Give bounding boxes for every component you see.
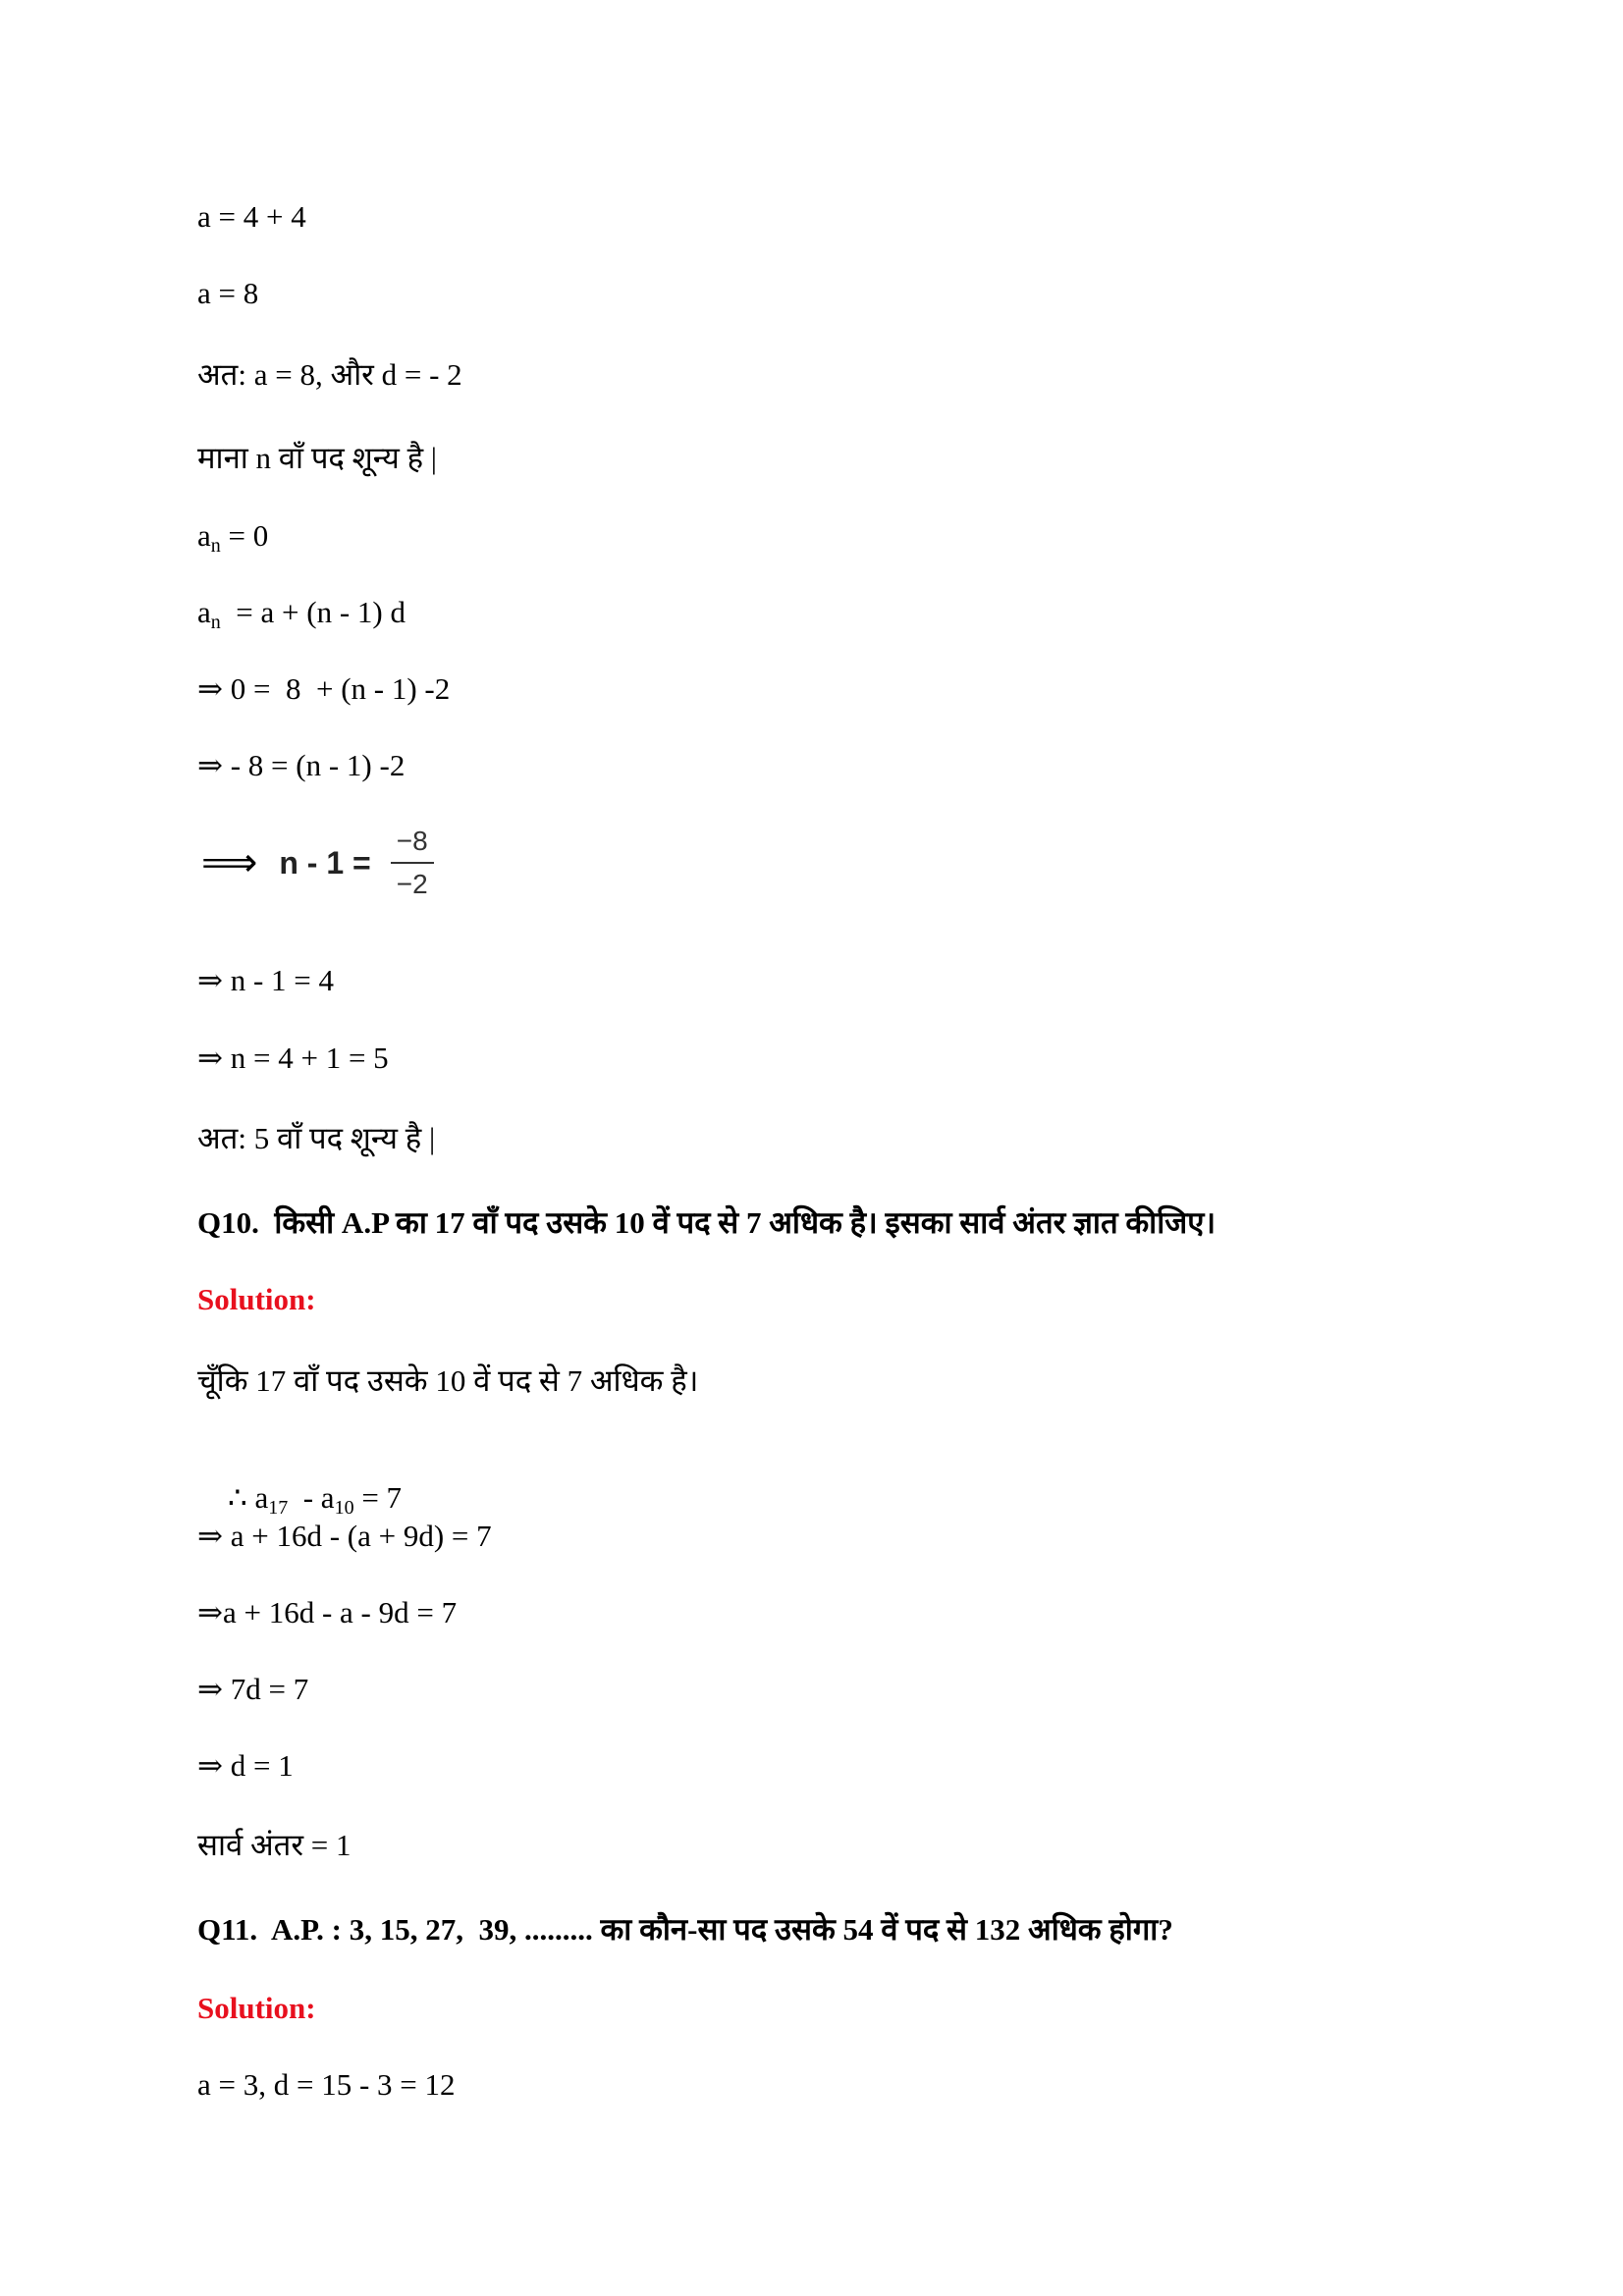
solution-label: Solution: bbox=[197, 1991, 316, 2025]
equation-line: ⇒ - 8 = (n - 1) -2 bbox=[197, 748, 406, 782]
equation-line: ⇒ 7d = 7 bbox=[197, 1672, 309, 1706]
numerator: −8 bbox=[396, 826, 428, 856]
fraction-bar bbox=[391, 862, 434, 864]
fraction-lhs: n - 1 = bbox=[279, 845, 371, 881]
equation-line: a = 4 + 4 bbox=[197, 199, 306, 234]
term: a bbox=[197, 595, 211, 629]
equation-line: ⇒ n - 1 = 4 bbox=[197, 963, 335, 997]
equation-line bbox=[197, 593, 406, 632]
fraction-equation bbox=[201, 825, 434, 901]
equation-line: ⇒ a + 16d - (a + 9d) = 7 bbox=[197, 1519, 492, 1553]
fraction bbox=[391, 825, 434, 901]
term: = a + (n - 1) d bbox=[220, 595, 406, 629]
conclusion-line: सार्व अंतर = 1 bbox=[197, 1828, 352, 1862]
implies-arrow-icon: ⟹ bbox=[201, 841, 258, 884]
equation-line: ⇒ d = 1 bbox=[197, 1748, 294, 1783]
statement-line: माना n वाँ पद शून्य है | bbox=[197, 441, 438, 475]
question-q11: Q11. A.P. : 3, 15, 27, 39, ......... का कौन-सा पद उसके 54 वें पद से 132 अधिक होगा? bbox=[197, 1912, 1173, 1947]
denominator: −2 bbox=[396, 869, 428, 899]
statement-line: चूँकि 17 वाँ पद उसके 10 वें पद से 7 अधिक है। bbox=[197, 1363, 699, 1398]
question-q10: Q10. किसी A.P का 17 वाँ पद उसके 10 वें पद से 7 अधिक है। इसका सार्व अंतर ज्ञात कीजिए। bbox=[197, 1205, 1217, 1240]
equation-line bbox=[197, 516, 268, 556]
term: - a bbox=[288, 1480, 335, 1515]
term: a bbox=[197, 518, 211, 553]
subscript: 10 bbox=[334, 1497, 354, 1519]
term: = 7 bbox=[353, 1480, 403, 1515]
solution-label: Solution: bbox=[197, 1282, 316, 1316]
term: ∴ a bbox=[228, 1480, 269, 1515]
conclusion-line: अत: 5 वाँ पद शून्य है | bbox=[197, 1121, 436, 1155]
equation-line: ⇒ 0 = 8 + (n - 1) -2 bbox=[197, 671, 451, 706]
equation-line: a = 3, d = 15 - 3 = 12 bbox=[197, 2067, 456, 2102]
equation-line: a = 8 bbox=[197, 276, 259, 310]
subscript: 17 bbox=[268, 1497, 289, 1519]
subscript: n bbox=[210, 612, 221, 633]
equation-line: अत: a = 8, और d = - 2 bbox=[197, 357, 462, 392]
equation-line: ⇒a + 16d - a - 9d = 7 bbox=[197, 1595, 458, 1629]
equation-line: ⇒ n = 4 + 1 = 5 bbox=[197, 1041, 389, 1075]
term: = 0 bbox=[220, 518, 269, 553]
subscript: n bbox=[210, 535, 221, 557]
